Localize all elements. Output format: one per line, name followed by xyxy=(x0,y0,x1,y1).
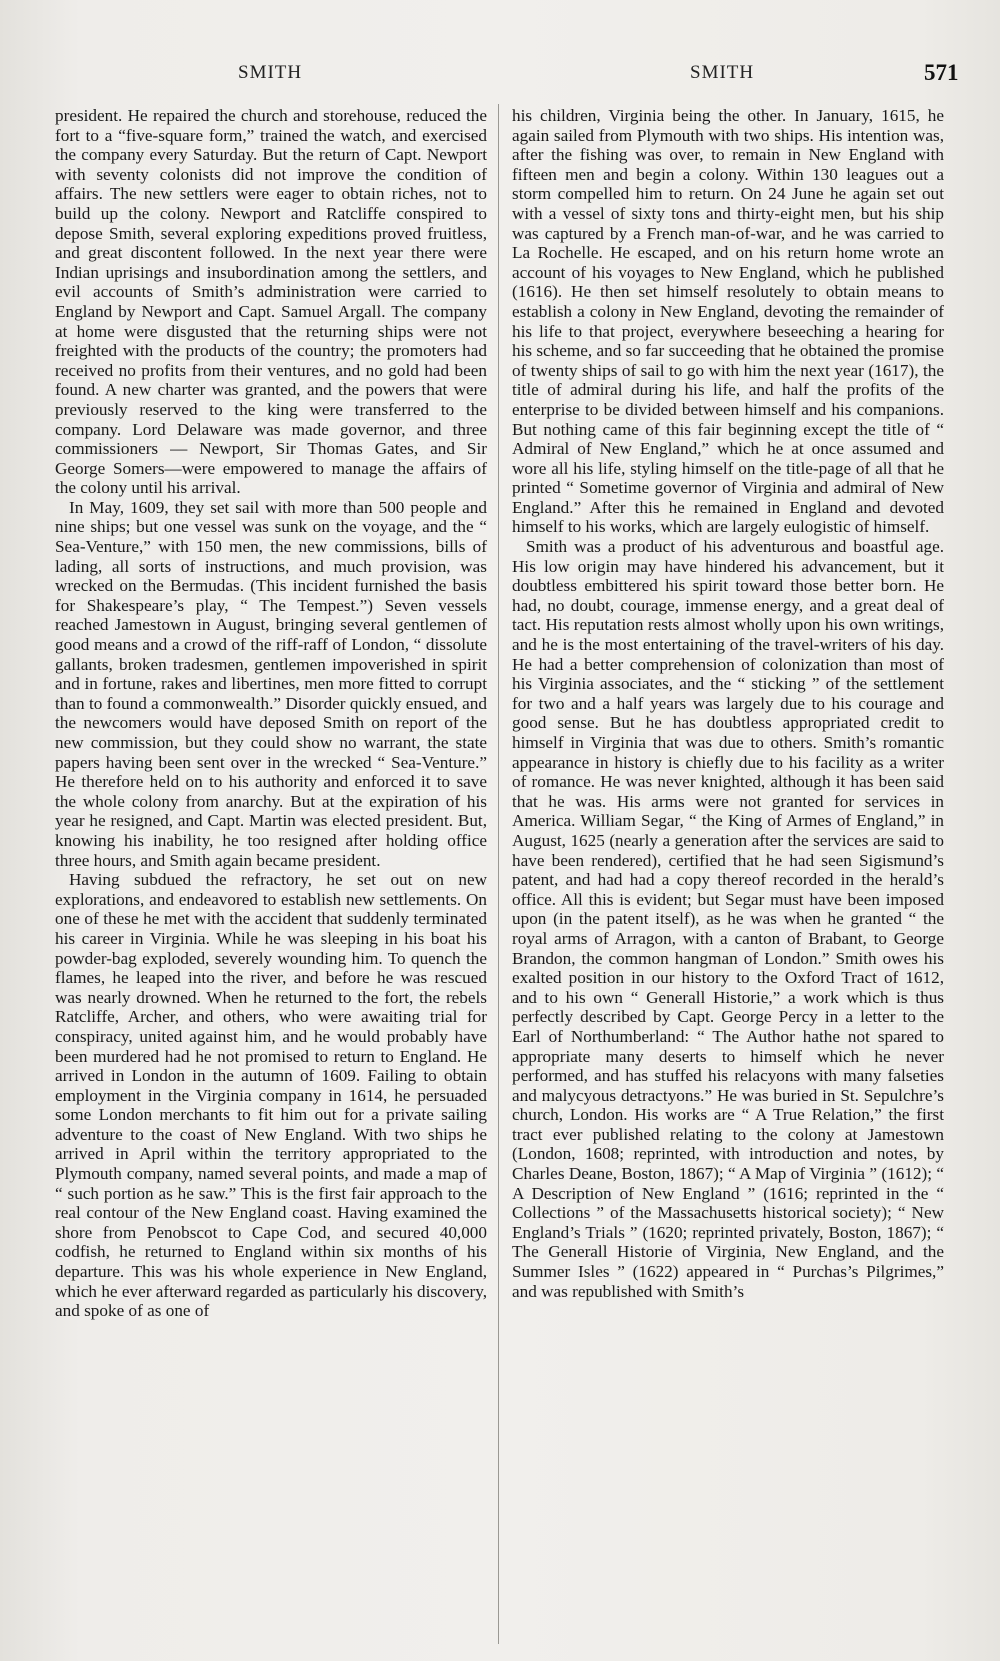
left-paragraph-2: In May, 1609, they set sail with more than 500 people and nine ships; but one vessel was sunk on the voyage, and the “ Sea-Venture,” with 150 men, the new commissions, bills of lading, all sorts of instructions, and much provision, was wrecked on the Bermudas. (This incident furnished the basis for Shakespeare’s play, “ The Tempest.”) Seven vessels reached Jamestown in August, bringing several gentlemen of good means and a crowd of the riff-raff of London, “ dissolute gallants, broken tradesmen, gentlemen impoverished in spirit and in fortune, rakes and libertines, men more fitted to corrupt than to found a commonwealth.” Disorder quickly ensued, and the newcomers would have deposed Smith on report of the new commission, but they could show no warrant, the state papers having been sent over in the wrecked “ Sea-Venture.” He therefore held on to his authority and enforced it to save the whole colony from anarchy. But at the expiration of his year he resigned, and Capt. Martin was elected president. But, knowing his inability, he too resigned after holding office three hours, and Smith again became president. xyxy=(55,497,487,870)
page-number: 571 xyxy=(924,60,959,85)
running-head-right: SMITH xyxy=(690,62,755,83)
left-column xyxy=(55,106,487,1321)
right-paragraph-1: his children, Virginia being the other. In January, 1615, he again sailed from Plymouth with two ships. His intention was, after the fishing was over, to remain in New England with fifteen men and begin a colony. Within 130 leagues out a storm compelled him to return. On 24 June he again set out with a vessel of sixty tons and thirty-eight men, but his ship was captured by a French man-of-war, and he was carried to La Rochelle. He escaped, and on his return home wrote an account of his voyages to New England, which he published (1616). He then set himself resolutely to obtain means to establish a colony in New England, devoting the remainder of his life to that project, everywhere beseeching a hearing for his scheme, and so far succeeding that he obtained the promise of twenty ships of sail to go with him the next year (1617), the title of admiral during his life, and half the profits of the enterprise to be divided between himself and his companions. But nothing came of this fair beginning except the title of “ Admiral of New England,” which he at once assumed and wore all his life, styling himself on the title-page of all that he printed “ Sometime governor of Virginia and admiral of New England.” After this he remained in England and devoted himself to his works, which are largely eulogistic of himself. xyxy=(512,106,944,537)
right-column xyxy=(512,106,944,1301)
column-divider xyxy=(498,104,499,1644)
right-paragraph-2: Smith was a product of his adventurous and boastful age. His low origin may have hindered his advancement, but it doubtless embittered his spirit toward those better born. He had, no doubt, courage, immense energy, and a great deal of tact. His reputation rests almost wholly upon his own writings, and he is the most entertaining of the travel-writers of his day. He had a better comprehension of colonization than most of his Virginia associates, and the “ sticking ” of the settlement for two and a half years was largely due to his courage and good sense. But he has doubtless appropriated credit to himself in Virginia that was due to others. Smith’s romantic appearance in history is chiefly due to his facility as a writer of romance. He was never knighted, although it has been said that he was. His arms were not granted for services in America. William Segar, “ the King of Armes of England,” in August, 1625 (nearly a generation after the services are said to have been rendered), certified that he had seen Sigismund’s patent, and had had a copy thereof recorded in the herald’s office. All this is evident; but Segar must have been imposed upon (in the patent itself), as he was when he granted “ the royal arms of Arragon, with a canton of Brabant, to George Brandon, the common hangman of London.” Smith owes his exalted position in our history to the Oxford Tract of 1612, and to his own “ Generall Historie,” a work which is thus perfectly described by Capt. George Percy in a letter to the Earl of Northumberland: “ The Author hathe not spared to appropriate many deserts to himself which he never performed, and has stuffed his relacyons with many falseties and malycyous detractyons.” He was buried in St. Sepulchre’s church, London. His works are “ A True Relation,” the first tract ever published relating to the colony at Jamestown (London, 1608; reprinted, with introduction and notes, by Charles Deane, Boston, 1867); “ A Map of Virginia ” (1612); “ A Description of New England ” (1616; reprinted in the “ Collections ” of the Massachusetts historical society); “ New England’s Trials ” (1620; reprinted privately, Boston, 1867); “ The Generall Historie of Virginia, New England, and the Summer Isles ” (1622) appeared in “ Purchas’s Pilgrimes,” and was republished with Smith’s xyxy=(512,537,944,1301)
left-paragraph-1: president. He repaired the church and storehouse, reduced the fort to a “five-square form,” trained the watch, and exercised the company every Saturday. But the return of Capt. Newport with seventy colonists did not improve the condition of affairs. The new settlers were eager to obtain riches, not to build up the colony. Newport and Ratcliffe conspired to depose Smith, several exploring expeditions proved fruitless, and great discontent followed. In the next year there were Indian uprisings and insubordination among the settlers, and evil accounts of Smith’s administration were carried to England by Newport and Capt. Samuel Argall. The company at home were disgusted that the returning ships were not freighted with the products of the country; the promoters had received no profits from their ventures, and no gold had been found. A new charter was granted, and the powers that were previously reserved to the king were transferred to the company. Lord Delaware was made governor, and three commissioners — Newport, Sir Thomas Gates, and Sir George Somers—were empowered to manage the affairs of the colony until his arrival. xyxy=(55,106,487,498)
running-head-left: SMITH xyxy=(238,62,303,83)
left-paragraph-3: Having subdued the refractory, he set out on new explorations, and endeavored to establish new settlements. On one of these he met with the accident that suddenly terminated his career in Virginia. While he was sleeping in his boat his powder-bag exploded, severely wounding him. To quench the flames, he leaped into the river, and before he was rescued was nearly drowned. When he returned to the fort, the rebels Ratcliffe, Archer, and others, who were awaiting trial for conspiracy, united against him, and he would probably have been murdered had he not promised to return to England. He arrived in London in the autumn of 1609. Failing to obtain employment in the Virginia company in 1614, he persuaded some London merchants to fit him out for a private sailing adventure to the coast of New England. With two ships he arrived in April within the territory appropriated to the Plymouth company, named several points, and made a map of “ such portion as he saw.” This is the first fair approach to the real contour of the New England coast. Having examined the shore from Penobscot to Cape Cod, and secured 40,000 codfish, he returned to England within six months of his departure. This was his whole experience in New England, which he ever afterward regarded as particularly his discovery, and spoke of as one of xyxy=(55,870,487,1321)
